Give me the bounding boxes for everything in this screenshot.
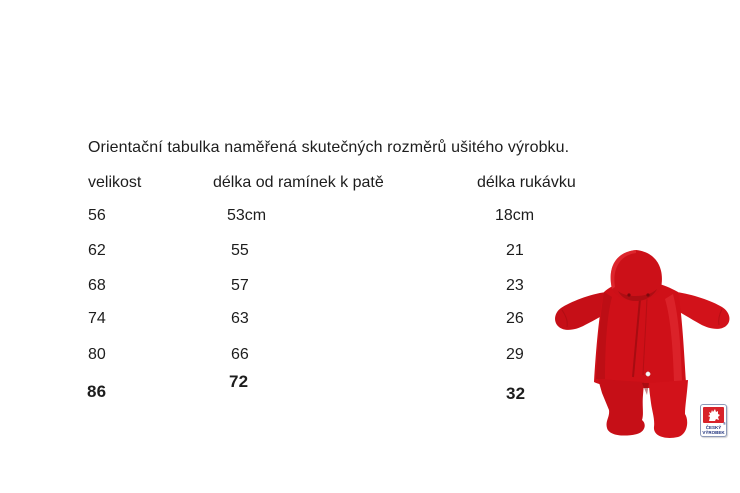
column-header-delka-od-raminek: délka od ramínek k patě [213,174,384,191]
size-value: 62 [88,242,106,259]
snap-button [646,372,650,376]
length-value: 57 [231,277,249,294]
left-leg [598,379,645,436]
drawstring-eyelet [627,293,630,296]
length-value: 55 [231,242,249,259]
drawstring-eyelet [646,293,649,296]
sleeve-value: 29 [506,346,524,363]
sleeve-value: 23 [506,277,524,294]
czech-product-badge [700,404,727,437]
sleeve-value: 18cm [495,207,535,224]
size-value: 68 [88,277,106,294]
sleeve-value: 26 [506,310,524,327]
registered-mark: ® [723,421,726,426]
table-row [0,207,740,229]
size-value: 56 [88,207,106,224]
lion-icon [703,407,724,423]
badge-text-line2: VÝROBEK [702,430,725,435]
sleeve-value: 21 [506,242,524,259]
length-value: 53cm [227,207,267,224]
length-value: 72 [229,372,249,391]
size-value: 74 [88,310,106,327]
column-header-velikost: velikost [88,174,142,191]
size-value: 80 [88,346,106,363]
sleeve-value: 32 [506,384,526,403]
badge-text-line1: ČESKÝ [705,425,722,430]
page-title: Orientační tabulka naměřená skutečných rozměrů ušitého výrobku. [88,139,570,156]
right-leg [649,380,688,438]
length-value: 63 [231,310,249,327]
length-value: 66 [231,346,249,363]
size-value: 86 [87,382,107,401]
czech-lion-emblem [703,407,724,423]
column-header-delka-rukavku: délka rukávku [477,174,576,191]
